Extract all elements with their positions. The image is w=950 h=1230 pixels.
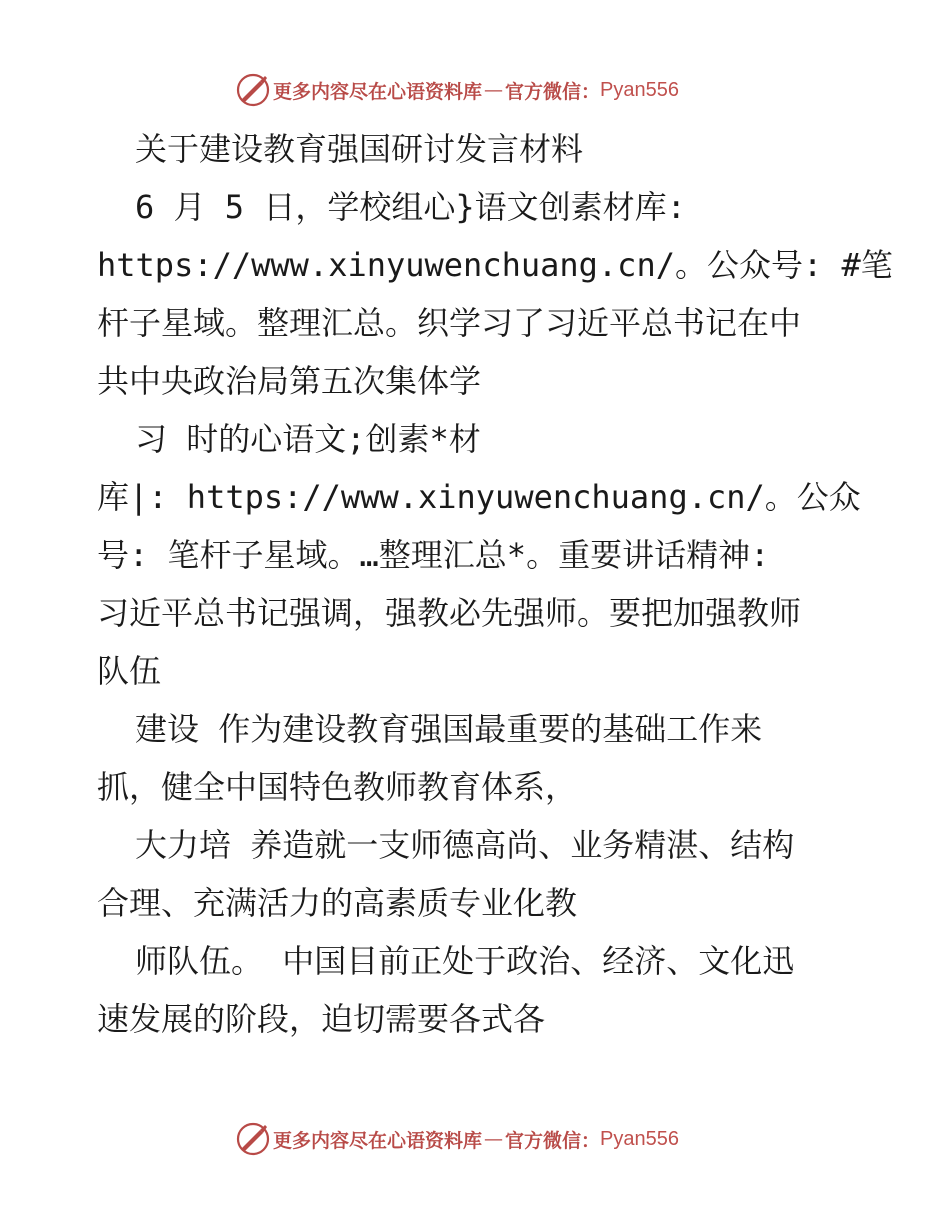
body-line: 合理、充满活力的高素质专业化教 [97, 884, 578, 922]
body-line: 杆子星域。整理汇总。织学习了习近平总书记在中 [97, 304, 802, 342]
body-line: 速发展的阶段，迫切需要各式各 [97, 1000, 546, 1038]
body-line: 共中央政治局第五次集体学 [97, 362, 482, 400]
body-line: 6 月 5 日，学校组心}语文创素材库: [135, 188, 686, 226]
quill-logo-icon [235, 72, 271, 108]
body-line: 建设 作为建设教育强国最重要的基础工作来 [135, 710, 763, 748]
banner-dash: — [484, 1128, 504, 1150]
footer-banner [235, 1119, 679, 1159]
banner-wechat-label: 官方微信： [505, 1129, 601, 1152]
banner-dash: — [484, 79, 504, 101]
banner-wechat-handle: Pyan556 [600, 1127, 679, 1150]
body-line: 队伍 [97, 652, 162, 690]
banner-lead-text: 更多内容尽在心语资料库 [273, 1129, 483, 1152]
document-body [97, 120, 893, 1048]
banner-wechat-label: 官方微信： [505, 80, 601, 103]
body-line: 号: 笔杆子星域。…整理汇总*。重要讲话精神: [97, 536, 770, 574]
header-banner [235, 70, 679, 110]
body-line: 习近平总书记强调，强教必先强师。要把加强教师 [97, 594, 802, 632]
body-line: https://www.xinyuwenchuang.cn/。公众号: #笔 [97, 246, 893, 284]
body-line: 库|: https://www.xinyuwenchuang.cn/。公众 [97, 478, 861, 516]
body-line: 习 时的心语文;创素*材 [135, 420, 481, 458]
body-line: 抓，健全中国特色教师教育体系， [97, 768, 578, 806]
quill-logo-icon [235, 1121, 271, 1157]
document-title: 关于建设教育强国研讨发言材料 [135, 130, 584, 168]
body-line: 师队伍。 中国目前正处于政治、经济、文化迅 [135, 942, 795, 980]
body-line: 大力培 养造就一支师德高尚、业务精湛、结构 [135, 826, 795, 864]
banner-lead-text: 更多内容尽在心语资料库 [273, 80, 483, 103]
banner-wechat-handle: Pyan556 [600, 78, 679, 101]
